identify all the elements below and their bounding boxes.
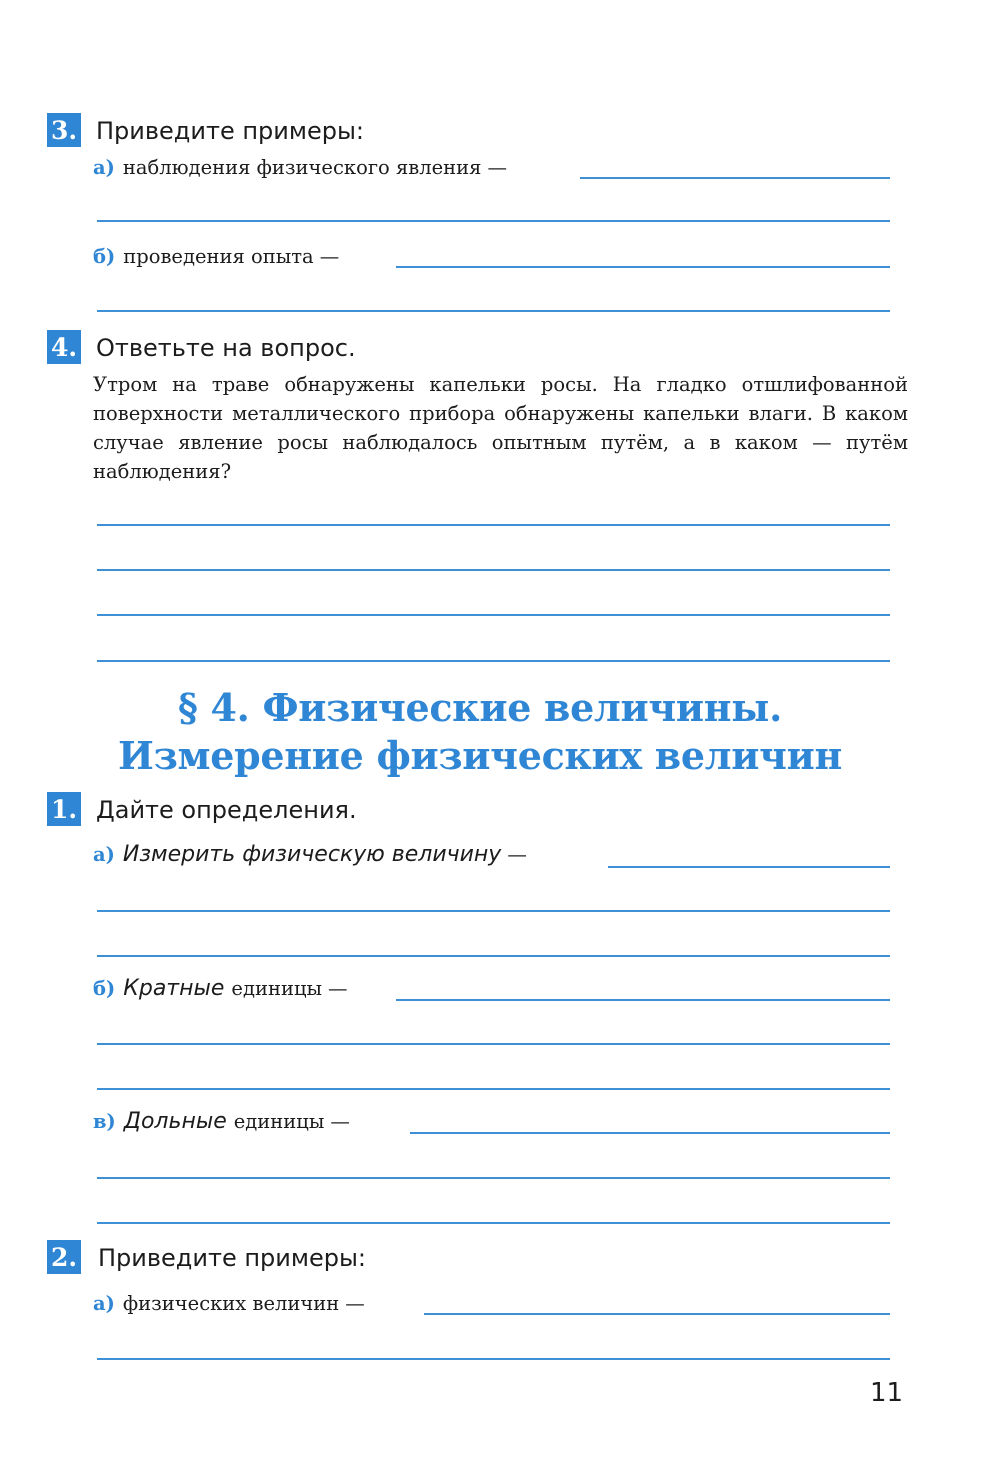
item-marker: а) — [93, 1292, 115, 1315]
item-dash: — — [328, 977, 348, 1000]
item-marker: б) — [93, 245, 116, 268]
item-text: наблюдения физического явления — [122, 156, 482, 179]
answer-line[interactable] — [97, 524, 890, 526]
item-text: проведения опыта — [123, 245, 314, 268]
item-marker: в) — [93, 1110, 116, 1133]
s4-task-2-item-a — [93, 1294, 371, 1314]
item-term: Дольные — [123, 1109, 227, 1134]
answer-line[interactable] — [97, 1358, 890, 1360]
s4-task-1-item-b — [93, 978, 354, 1000]
item-text: единицы — [233, 1110, 325, 1133]
item-marker: а) — [93, 156, 115, 179]
answer-line[interactable] — [97, 1043, 890, 1045]
answer-line[interactable] — [97, 310, 890, 312]
answer-line[interactable] — [97, 1222, 890, 1224]
item-marker: а) — [93, 843, 115, 866]
task-4-question: Утром на траве обнаружены капельки росы. На гладко отшлифованной поверхности металлического прибора обнаружены капельки влаги. В каком случае явление росы наблюдалось опытным путём, а в каком — путём наблюдения? — [93, 373, 908, 483]
item-marker: б) — [93, 977, 116, 1000]
section-heading-line-1: § 4. Физические величины. — [177, 685, 783, 730]
answer-line[interactable] — [424, 1313, 890, 1315]
answer-line[interactable] — [97, 955, 890, 957]
s4-task-1-title: Дайте определения. — [96, 796, 357, 824]
answer-line[interactable] — [410, 1132, 890, 1134]
task-3-title: Приведите примеры: — [96, 117, 365, 145]
answer-line[interactable] — [97, 910, 890, 912]
answer-line[interactable] — [396, 266, 890, 268]
item-dash: — — [319, 245, 340, 268]
s4-task-1-item-a — [93, 844, 533, 866]
answer-line[interactable] — [580, 177, 890, 179]
task-3-number: 3. — [47, 113, 81, 147]
task-4-number: 4. — [47, 330, 81, 364]
answer-line[interactable] — [97, 569, 890, 571]
task-4-title: Ответьте на вопрос. — [96, 334, 356, 362]
section-heading-line-2: Измерение физических величин — [118, 733, 842, 778]
item-text: единицы — [231, 977, 323, 1000]
answer-line[interactable] — [396, 999, 890, 1001]
answer-line[interactable] — [97, 1088, 890, 1090]
task-3-item-a — [93, 158, 513, 178]
item-text: физических величин — [122, 1292, 340, 1315]
item-dash: — — [507, 843, 527, 866]
task-3-item-b — [93, 247, 345, 267]
item-term: Кратные — [123, 976, 225, 1001]
answer-line[interactable] — [97, 220, 890, 222]
item-dash: — — [487, 156, 507, 179]
item-term: Измерить физическую величину — [122, 842, 502, 867]
s4-task-2-number: 2. — [47, 1240, 81, 1274]
item-dash: — — [330, 1110, 350, 1133]
answer-line[interactable] — [97, 614, 890, 616]
s4-task-1-item-c — [93, 1111, 356, 1133]
s4-task-2-title: Приведите примеры: — [98, 1244, 367, 1272]
answer-line[interactable] — [97, 1177, 890, 1179]
item-dash: — — [345, 1292, 365, 1315]
answer-line[interactable] — [608, 866, 890, 868]
page-number: 11 — [870, 1378, 904, 1408]
answer-line[interactable] — [97, 660, 890, 662]
s4-task-1-number: 1. — [47, 792, 81, 826]
